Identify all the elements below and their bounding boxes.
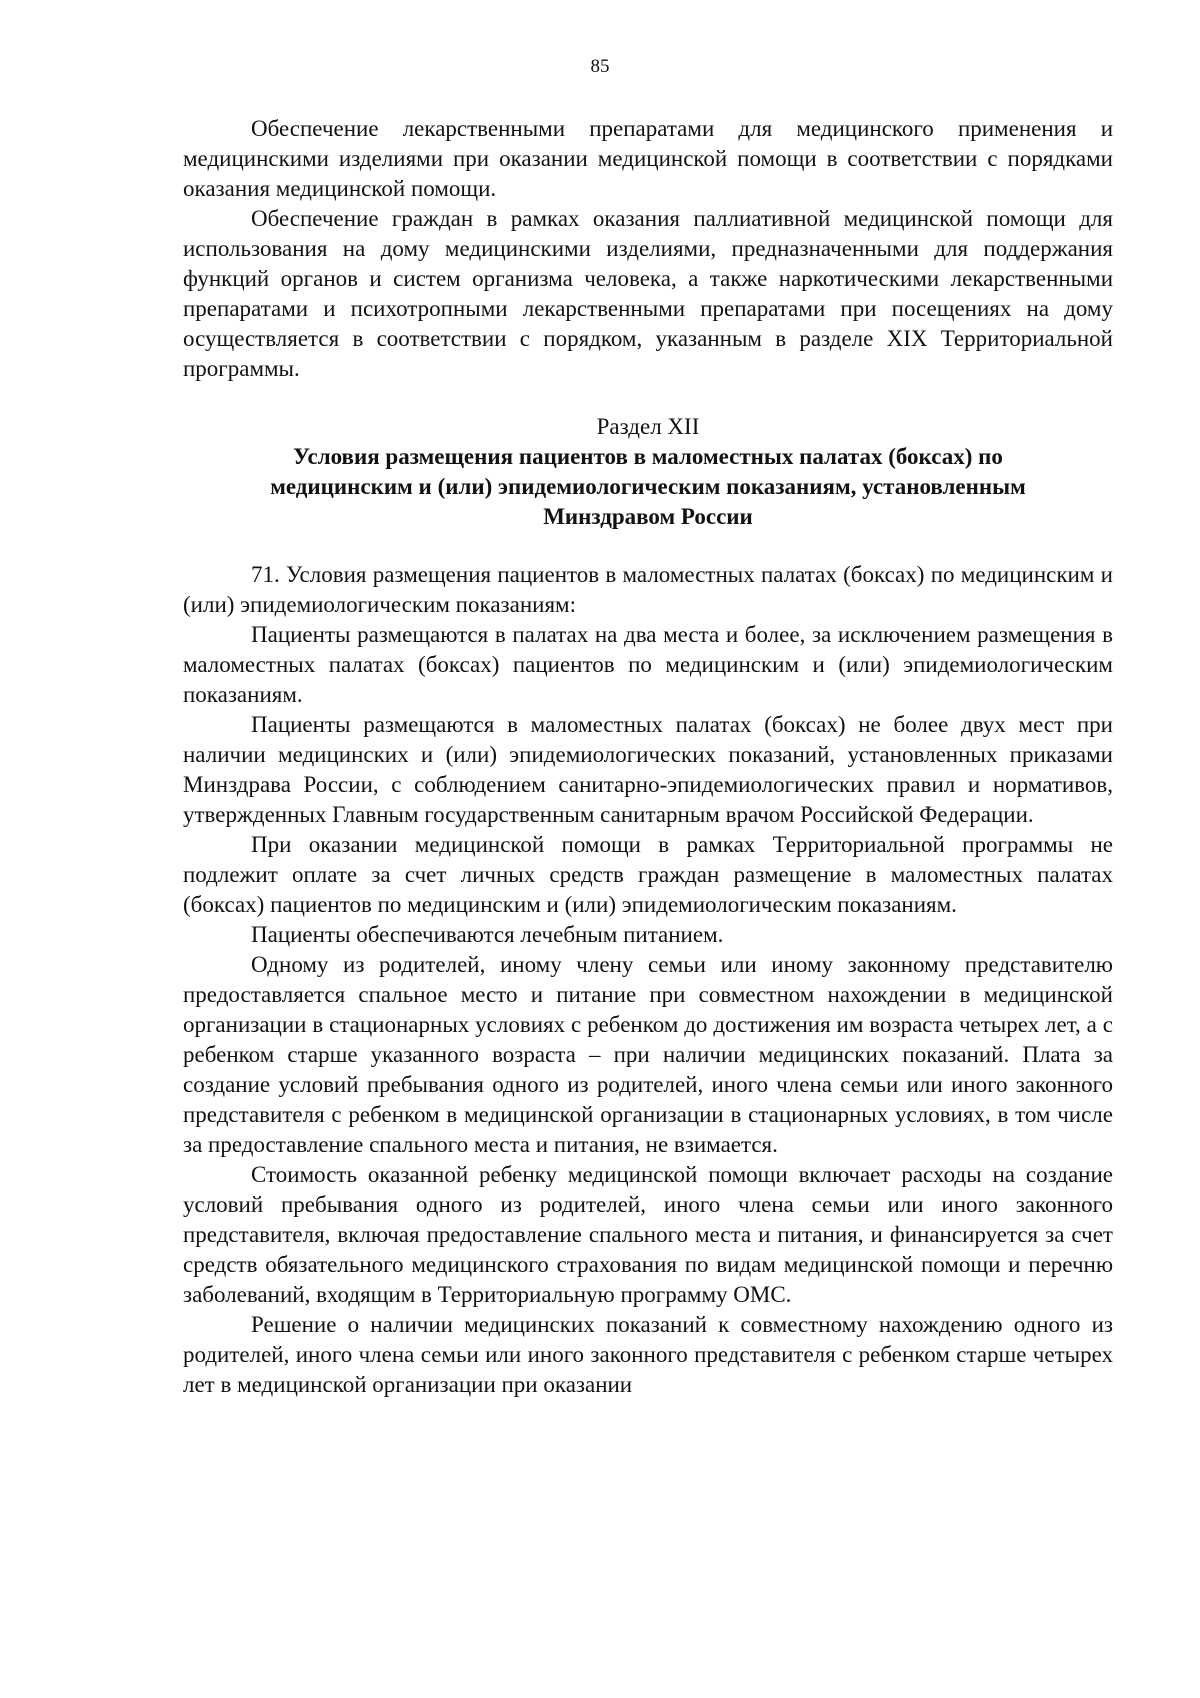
paragraph-item-71: 71. Условия размещения пациентов в маломестных палатах (боксах) по медицинским и (или) эпидемиологическим показаниям:: [183, 562, 1113, 617]
paragraph-no-payment: При оказании медицинской помощи в рамках Территориальной программы не подлежит оплате за счет личных средств граждан размещение в маломестных палатах (боксах) пациентов по медицинским и (или) эпидемиологическим показаниям.: [183, 832, 1113, 917]
paragraph-nutrition: Пациенты обеспечиваются лечебным питанием.: [251, 922, 724, 947]
page-number: 85: [590, 56, 610, 77]
paragraph-palliative-care: Обеспечение граждан в рамках оказания паллиативной медицинской помощи для использования на дому медицинскими изделиями, предназначенными для поддержания функций органов и систем организма человека, а также наркотическими лекарственными препаратами и психотропными лекарственными препаратами при посещениях на дому осуществляется в соответствии с порядком, указанным в разделе XIX Территориальной программы.: [183, 206, 1113, 381]
paragraph-cost-inclusion: Стоимость оказанной ребенку медицинской помощи включает расходы на создание условий пребывания одного из родителей, иного члена семьи или иного законного представителя, включая предоставление спального места и питания, и финансируется за счет средств обязательного медицинского страхования по видам медицинской помощи и перечню заболеваний, входящим в Территориальную программу ОМС.: [183, 1162, 1113, 1307]
document-body: [183, 114, 1113, 1400]
paragraph-medical-indications: Решение о наличии медицинских показаний к совместному нахождению одного из родителей, иного члена семьи или иного законного представителя с ребенком старше четырех лет в медицинской организации при оказании: [183, 1312, 1113, 1397]
paragraph-placement-general: Пациенты размещаются в палатах на два места и более, за исключением размещения в маломестных палатах (боксах) пациентов по медицинским и (или) эпидемиологическим показаниям.: [183, 622, 1113, 707]
paragraph-placement-small-wards: Пациенты размещаются в маломестных палатах (боксах) не более двух мест при наличии медицинских и (или) эпидемиологических показаний, установленных приказами Минздрава России, с соблюдением санитарно-эпидемиологических правил и нормативов, утвержденных Главным государственным санитарным врачом Российской Федерации.: [183, 712, 1113, 827]
paragraph-drug-provision: Обеспечение лекарственными препаратами для медицинского применения и медицинскими изделиями при оказании медицинской помощи в соответствии с порядками оказания медицинской помощи.: [183, 116, 1113, 201]
section-title: Условия размещения пациентов в маломестных палатах (боксах) по медицинским и (или) эпидемиологическим показаниям, установленным Минздравом России: [270, 444, 1026, 529]
section-label: Раздел XII: [596, 414, 700, 439]
section-heading: [183, 412, 1113, 532]
paragraph-parent-stay: Одному из родителей, иному члену семьи или иному законному представителю предоставляется спальное место и питание при совместном нахождении в медицинской организации в стационарных условиях с ребенком до достижения им возраста четырех лет, а с ребенком старше указанного возраста – при наличии медицинских показаний. Плата за создание условий пребывания одного из родителей, иного члена семьи или иного законного представителя с ребенком в медицинской организации в стационарных условиях, в том числе за предоставление спального места и питания, не взимается.: [183, 952, 1113, 1157]
